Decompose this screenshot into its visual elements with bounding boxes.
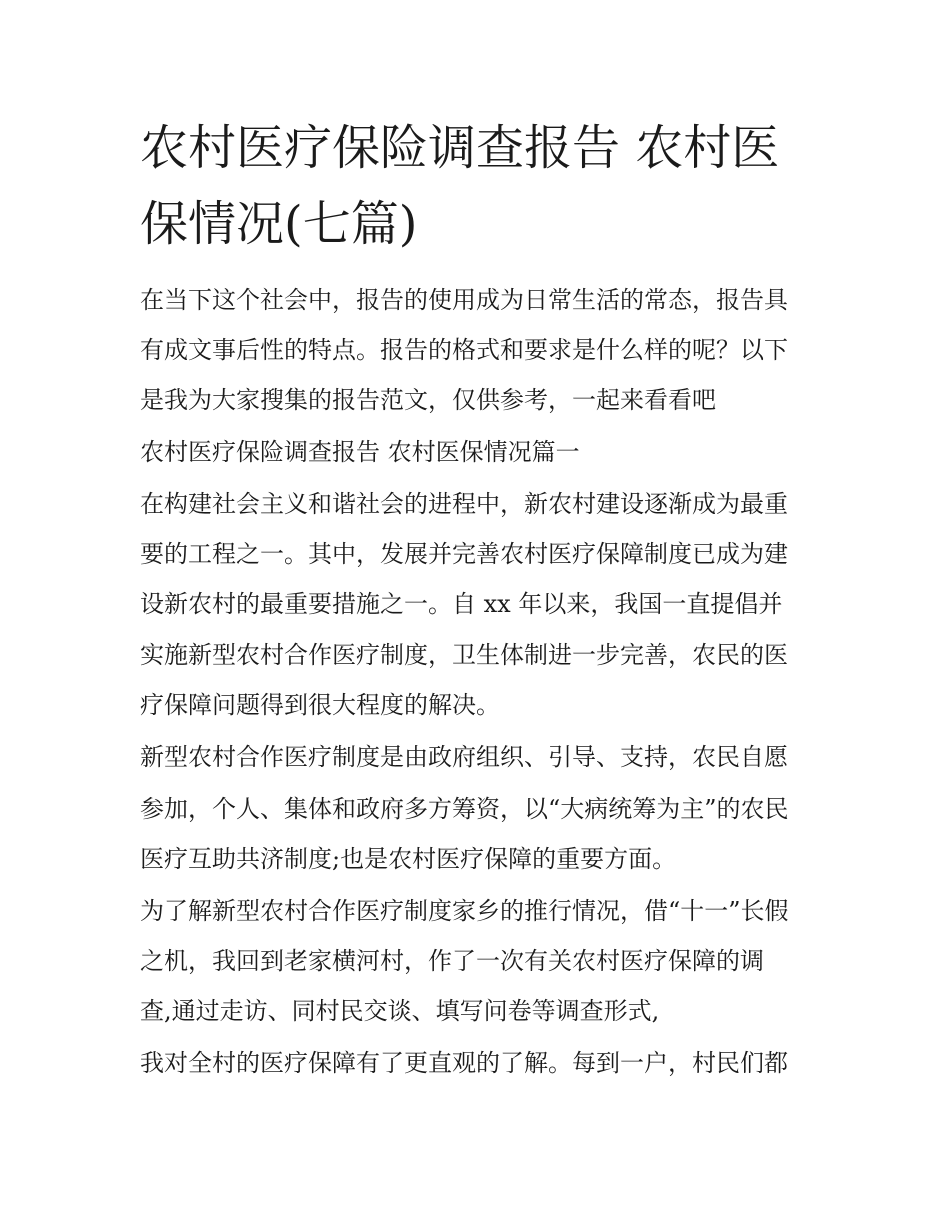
body-line-2: 有成文事后性的特点。报告的格式和要求是什么样的呢？以下 <box>140 336 788 364</box>
body-line-1: 在当下这个社会中，报告的使用成为日常生活的常态，报告具 <box>140 286 788 314</box>
body-line-15: 查,通过走访、同村民交谈、填写问卷等调查形式, <box>140 997 660 1025</box>
body-line-8: 实施新型农村合作医疗制度，卫生体制进一步完善，农民的医 <box>140 641 788 669</box>
body-line-16: 我对全村的医疗保障有了更直观的了解。每到一户，村民们都 <box>140 1049 788 1077</box>
body-line-10: 新型农村合作医疗制度是由政府组织、引导、支持，农民自愿 <box>140 743 788 771</box>
body-line-5: 在构建社会主义和谐社会的进程中，新农村建设逐渐成为最重 <box>140 490 788 518</box>
body-line-11: 参加，个人、集体和政府多方筹资，以“大病统筹为主”的农民 <box>140 795 789 823</box>
body-line-6: 要的工程之一。其中，发展并完善农村医疗保障制度已成为建 <box>140 540 788 568</box>
document-title-line-2: 保情况(七篇) <box>140 196 418 252</box>
body-line-3: 是我为大家搜集的报告范文，仅供参考，一起来看看吧 <box>140 386 716 414</box>
document-title-line-1: 农村医疗保险调查报告 农村医 <box>140 120 780 176</box>
body-line-13: 为了解新型农村合作医疗制度家乡的推行情况，借“十一”长假 <box>140 897 789 925</box>
body-line-7: 设新农村的最重要措施之一。自 xx 年以来，我国一直提倡并 <box>140 590 783 618</box>
body-line-9: 疗保障问题得到很大程度的解决。 <box>140 691 500 719</box>
section-heading: 农村医疗保险调查报告 农村医保情况篇一 <box>140 438 580 466</box>
body-line-12: 医疗互助共济制度;也是农村医疗保障的重要方面。 <box>140 845 677 873</box>
body-line-14: 之机，我回到老家横河村，作了一次有关农村医疗保障的调 <box>140 947 764 975</box>
